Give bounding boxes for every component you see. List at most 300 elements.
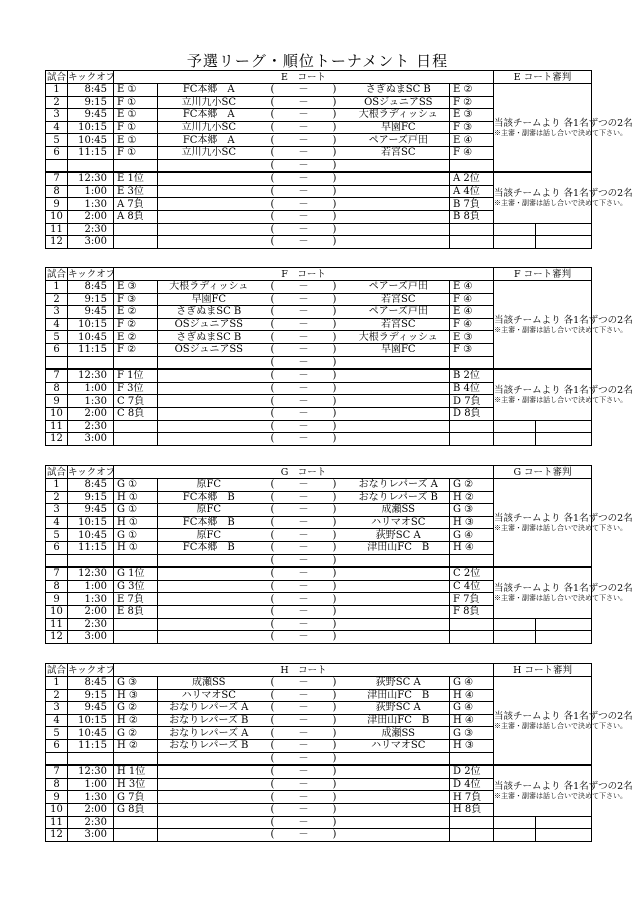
- match-number: 6: [46, 343, 68, 356]
- score-dash: －: [286, 318, 322, 331]
- match-number: 6: [46, 541, 68, 554]
- paren-open: (: [260, 739, 286, 752]
- paren-close: ): [322, 491, 348, 504]
- match-number: 3: [46, 306, 68, 319]
- home-team: おなりレパーズ A: [158, 702, 260, 715]
- home-team: 成瀬SS: [158, 677, 260, 690]
- score-dash: －: [286, 306, 322, 319]
- home-seed: A 8負: [114, 210, 158, 223]
- paren-close: ): [322, 739, 348, 752]
- away-team: [348, 407, 450, 420]
- paren-open: (: [260, 504, 286, 517]
- away-seed: C 2位: [450, 567, 494, 580]
- paren-open: (: [260, 146, 286, 159]
- table-row: [46, 369, 592, 382]
- match-number: 3: [46, 109, 68, 122]
- score-dash: －: [286, 121, 322, 134]
- match-number: 3: [46, 702, 68, 715]
- away-team: [348, 198, 450, 211]
- home-team: [158, 356, 260, 369]
- home-seed: H ①: [114, 491, 158, 504]
- kickoff-time: [68, 159, 114, 172]
- paren-close: ): [322, 382, 348, 395]
- match-number: 4: [46, 516, 68, 529]
- kickoff-time: 8:45: [68, 479, 114, 492]
- score-dash: －: [286, 420, 322, 433]
- referee-cell: [536, 829, 592, 842]
- score-dash: －: [286, 677, 322, 690]
- paren-open: (: [260, 198, 286, 211]
- paren-open: (: [260, 702, 286, 715]
- score-dash: －: [286, 185, 322, 198]
- kickoff-time: 9:15: [68, 293, 114, 306]
- kickoff-time: 10:15: [68, 714, 114, 727]
- paren-close: ): [322, 778, 348, 791]
- home-seed: E ②: [114, 306, 158, 319]
- paren-open: (: [260, 541, 286, 554]
- away-team: 早園FC: [348, 343, 450, 356]
- away-seed: A 2位: [450, 172, 494, 185]
- kickoff-time: [68, 554, 114, 567]
- kickoff-time: 10:45: [68, 727, 114, 740]
- paren-open: (: [260, 407, 286, 420]
- score-dash: －: [286, 134, 322, 147]
- home-seed: F ③: [114, 293, 158, 306]
- referee-title: H コート審判: [494, 664, 592, 677]
- match-header: 試合: [46, 664, 66, 676]
- score-dash: －: [286, 395, 322, 408]
- home-team: [158, 420, 260, 433]
- away-seed: E ④: [450, 281, 494, 294]
- match-number: 10: [46, 210, 68, 223]
- home-seed: H ③: [114, 689, 158, 702]
- paren-open: (: [260, 580, 286, 593]
- referee-note-text: ※主審・副審は話し合いで決めて下さい。: [494, 523, 627, 532]
- kickoff-time: 10:45: [68, 134, 114, 147]
- home-team: OSジュニアSS: [158, 318, 260, 331]
- home-seed: C 8負: [114, 407, 158, 420]
- home-team: [158, 567, 260, 580]
- away-seed: G ③: [450, 504, 494, 517]
- away-team: [348, 433, 450, 446]
- home-team: 大根ラディッシュ: [158, 281, 260, 294]
- score-dash: －: [286, 618, 322, 631]
- away-seed: H ④: [450, 714, 494, 727]
- referee-title: E コート審判: [494, 71, 592, 84]
- away-team: [348, 765, 450, 778]
- referee-cell: [536, 433, 592, 446]
- home-team: おなりレパーズ B: [158, 739, 260, 752]
- away-seed: C 4位: [450, 580, 494, 593]
- court-title: G コート: [114, 466, 494, 479]
- home-team: [158, 778, 260, 791]
- table-row: [46, 281, 592, 294]
- kickoff-time: 3:00: [68, 631, 114, 644]
- score-dash: －: [286, 541, 322, 554]
- table-row: [46, 84, 592, 97]
- home-team: [158, 433, 260, 446]
- away-team: [348, 567, 450, 580]
- match-number: 7: [46, 765, 68, 778]
- referee-main-text: 当該チームより 各1名ずつの2名: [494, 187, 633, 199]
- away-seed: F ④: [450, 146, 494, 159]
- home-seed: C 7負: [114, 395, 158, 408]
- home-team: [158, 752, 260, 765]
- paren-close: ): [322, 791, 348, 804]
- home-seed: F ①: [114, 121, 158, 134]
- referee-cell: [494, 223, 536, 236]
- schedule-table: [45, 465, 633, 644]
- paren-close: ): [322, 185, 348, 198]
- paren-close: ): [322, 223, 348, 236]
- referee-main-text: 当該チームより 各1名ずつの2名: [494, 512, 633, 524]
- score-dash: －: [286, 727, 322, 740]
- match-number: 8: [46, 580, 68, 593]
- score-dash: －: [286, 702, 322, 715]
- paren-close: ): [322, 369, 348, 382]
- paren-close: ): [322, 803, 348, 816]
- paren-close: ): [322, 516, 348, 529]
- score-dash: －: [286, 210, 322, 223]
- kickoff-time: 2:30: [68, 420, 114, 433]
- home-seed: H ①: [114, 516, 158, 529]
- home-seed: G ②: [114, 702, 158, 715]
- home-team: FC本郷 A: [158, 134, 260, 147]
- schedule-table: [45, 663, 633, 842]
- paren-open: (: [260, 306, 286, 319]
- score-dash: －: [286, 236, 322, 249]
- kickoff-time: 1:30: [68, 395, 114, 408]
- referee-note-cell: [494, 567, 633, 618]
- paren-close: ): [322, 331, 348, 344]
- away-team: [348, 210, 450, 223]
- kickoff-time: 9:15: [68, 96, 114, 109]
- home-seed: [114, 223, 158, 236]
- away-team: 成瀬SS: [348, 727, 450, 740]
- home-seed: E ②: [114, 331, 158, 344]
- home-team: 原FC: [158, 504, 260, 517]
- referee-cell: [494, 631, 536, 644]
- score-dash: －: [286, 407, 322, 420]
- court-schedule-block: [45, 70, 633, 249]
- home-seed: E 1位: [114, 172, 158, 185]
- referee-main-text: 当該チームより 各1名ずつの2名: [494, 117, 633, 129]
- referee-note-text: ※主審・副審は話し合いで決めて下さい。: [494, 128, 627, 137]
- match-number: 7: [46, 172, 68, 185]
- home-seed: E 3位: [114, 185, 158, 198]
- paren-close: ): [322, 714, 348, 727]
- home-team: [158, 198, 260, 211]
- referee-note-cell: [494, 84, 633, 173]
- paren-close: ): [322, 159, 348, 172]
- home-seed: E ①: [114, 109, 158, 122]
- match-number: 11: [46, 816, 68, 829]
- kickoff-time: 8:45: [68, 84, 114, 97]
- home-seed: H 1位: [114, 765, 158, 778]
- referee-cell: [536, 223, 592, 236]
- kickoff-time: 2:30: [68, 223, 114, 236]
- home-seed: F ①: [114, 146, 158, 159]
- referee-note-text: ※主審・副審は話し合いで決めて下さい。: [494, 593, 627, 602]
- away-team: ハリマオSC: [348, 516, 450, 529]
- paren-close: ): [322, 554, 348, 567]
- paren-close: ): [322, 210, 348, 223]
- away-team: 津田山FC B: [348, 689, 450, 702]
- home-seed: [114, 159, 158, 172]
- kickoff-time: 10:45: [68, 529, 114, 542]
- match-number: 5: [46, 331, 68, 344]
- paren-close: ): [322, 306, 348, 319]
- away-team: ペアーズ戸田: [348, 134, 450, 147]
- away-seed: G ③: [450, 727, 494, 740]
- kickoff-time: 12:30: [68, 765, 114, 778]
- kickoff-time: 11:15: [68, 739, 114, 752]
- score-dash: －: [286, 172, 322, 185]
- away-seed: E ③: [450, 331, 494, 344]
- away-team: [348, 395, 450, 408]
- paren-close: ): [322, 580, 348, 593]
- referee-note-cell: [494, 369, 633, 420]
- paren-open: (: [260, 516, 286, 529]
- away-team: [348, 816, 450, 829]
- match-number: 5: [46, 134, 68, 147]
- kickoff-time: 1:30: [68, 593, 114, 606]
- match-number: 9: [46, 593, 68, 606]
- paren-close: ): [322, 96, 348, 109]
- match-number: 10: [46, 407, 68, 420]
- away-seed: F ④: [450, 293, 494, 306]
- match-number: 1: [46, 84, 68, 97]
- match-number: 12: [46, 236, 68, 249]
- away-seed: G ④: [450, 702, 494, 715]
- away-seed: H 7負: [450, 791, 494, 804]
- home-team: OSジュニアSS: [158, 343, 260, 356]
- kickoff-time: 2:30: [68, 618, 114, 631]
- home-team: FC本郷 A: [158, 84, 260, 97]
- home-team: [158, 580, 260, 593]
- paren-close: ): [322, 765, 348, 778]
- away-team: 早園FC: [348, 121, 450, 134]
- home-team: 立川九小SC: [158, 146, 260, 159]
- score-dash: －: [286, 803, 322, 816]
- home-team: [158, 223, 260, 236]
- paren-open: (: [260, 677, 286, 690]
- paren-close: ): [322, 541, 348, 554]
- kickoff-time: 1:00: [68, 382, 114, 395]
- away-seed: D 4位: [450, 778, 494, 791]
- referee-note-cell: [494, 765, 633, 816]
- match-number: [46, 554, 68, 567]
- table-row: [46, 172, 592, 185]
- home-seed: G ②: [114, 727, 158, 740]
- home-seed: H 3位: [114, 778, 158, 791]
- home-seed: H ①: [114, 541, 158, 554]
- score-dash: －: [286, 567, 322, 580]
- away-team: 津田山FC B: [348, 541, 450, 554]
- score-dash: －: [286, 223, 322, 236]
- match-number: 5: [46, 529, 68, 542]
- paren-close: ): [322, 618, 348, 631]
- home-team: [158, 369, 260, 382]
- paren-close: ): [322, 281, 348, 294]
- score-dash: －: [286, 593, 322, 606]
- score-dash: －: [286, 343, 322, 356]
- match-number: 2: [46, 689, 68, 702]
- score-dash: －: [286, 146, 322, 159]
- court-schedule-block: [45, 465, 633, 644]
- home-seed: E ①: [114, 84, 158, 97]
- home-seed: F ②: [114, 343, 158, 356]
- paren-close: ): [322, 752, 348, 765]
- away-team: [348, 172, 450, 185]
- schedule-table: [45, 70, 633, 249]
- score-dash: －: [286, 631, 322, 644]
- home-seed: G ①: [114, 479, 158, 492]
- away-team: [348, 829, 450, 842]
- kickoff-time: 10:15: [68, 318, 114, 331]
- header-row: [46, 664, 592, 677]
- away-seed: F ④: [450, 318, 494, 331]
- away-team: [348, 631, 450, 644]
- away-team: [348, 356, 450, 369]
- paren-open: (: [260, 714, 286, 727]
- match-number: 9: [46, 791, 68, 804]
- match-number: 7: [46, 369, 68, 382]
- kickoff-time: 8:45: [68, 281, 114, 294]
- kickoff-time: 9:45: [68, 109, 114, 122]
- referee-cell: [494, 236, 536, 249]
- away-seed: [450, 631, 494, 644]
- home-team: [158, 554, 260, 567]
- away-seed: G ④: [450, 529, 494, 542]
- match-number: 4: [46, 121, 68, 134]
- kickoff-time: 2:30: [68, 816, 114, 829]
- court-title: H コート: [114, 664, 494, 677]
- paren-open: (: [260, 631, 286, 644]
- away-team: [348, 593, 450, 606]
- court-title: E コート: [114, 71, 494, 84]
- referee-cell: [536, 618, 592, 631]
- paren-close: ): [322, 146, 348, 159]
- paren-open: (: [260, 281, 286, 294]
- home-team: [158, 593, 260, 606]
- away-seed: B 7負: [450, 198, 494, 211]
- home-team: FC本郷 B: [158, 516, 260, 529]
- paren-open: (: [260, 765, 286, 778]
- paren-open: (: [260, 554, 286, 567]
- schedule-table: [45, 267, 633, 446]
- kickoff-time: 8:45: [68, 677, 114, 690]
- away-seed: [450, 159, 494, 172]
- match-number: [46, 752, 68, 765]
- score-dash: －: [286, 382, 322, 395]
- away-seed: E ④: [450, 306, 494, 319]
- referee-title: F コート審判: [494, 268, 592, 281]
- paren-close: ): [322, 702, 348, 715]
- paren-open: (: [260, 96, 286, 109]
- match-number: 4: [46, 714, 68, 727]
- score-dash: －: [286, 689, 322, 702]
- referee-main-text: 当該チームより 各1名ずつの2名: [494, 314, 633, 326]
- match-number: 1: [46, 281, 68, 294]
- away-seed: F 8負: [450, 605, 494, 618]
- paren-open: (: [260, 395, 286, 408]
- home-seed: [114, 236, 158, 249]
- home-team: [158, 765, 260, 778]
- away-team: 荻野SC A: [348, 677, 450, 690]
- header-row: [46, 71, 592, 84]
- home-seed: G 8負: [114, 803, 158, 816]
- score-dash: －: [286, 714, 322, 727]
- home-team: [158, 816, 260, 829]
- home-seed: E ③: [114, 281, 158, 294]
- paren-open: (: [260, 491, 286, 504]
- score-dash: －: [286, 516, 322, 529]
- away-team: [348, 605, 450, 618]
- away-seed: E ④: [450, 134, 494, 147]
- home-team: FC本郷 A: [158, 109, 260, 122]
- match-number: 12: [46, 433, 68, 446]
- match-number: 4: [46, 318, 68, 331]
- score-dash: －: [286, 816, 322, 829]
- paren-close: ): [322, 318, 348, 331]
- away-seed: [450, 829, 494, 842]
- referee-note-cell: [494, 281, 633, 370]
- score-dash: －: [286, 605, 322, 618]
- referee-note-text: ※主審・副審は話し合いで決めて下さい。: [494, 198, 627, 207]
- away-seed: E ③: [450, 109, 494, 122]
- score-dash: －: [286, 479, 322, 492]
- away-team: 成瀬SS: [348, 504, 450, 517]
- away-team: [348, 236, 450, 249]
- away-team: [348, 618, 450, 631]
- score-dash: －: [286, 433, 322, 446]
- kickoff-time: 2:00: [68, 407, 114, 420]
- paren-close: ): [322, 529, 348, 542]
- home-team: [158, 185, 260, 198]
- home-team: [158, 159, 260, 172]
- referee-note-text: ※主審・副審は話し合いで決めて下さい。: [494, 721, 628, 730]
- away-team: おなりレパーズ B: [348, 491, 450, 504]
- match-number: 12: [46, 829, 68, 842]
- kickoff-time: 9:15: [68, 689, 114, 702]
- match-number: [46, 159, 68, 172]
- referee-main-text: 当該チームより 各1名ずつの2名: [494, 710, 633, 722]
- away-team: 大根ラディッシュ: [348, 331, 450, 344]
- score-dash: －: [286, 84, 322, 97]
- referee-note-cell: [494, 479, 633, 568]
- referee-title: G コート審判: [494, 466, 592, 479]
- kickoff-header: キックオフ: [68, 664, 116, 676]
- away-seed: [450, 816, 494, 829]
- away-seed: E ②: [450, 84, 494, 97]
- paren-close: ): [322, 829, 348, 842]
- away-seed: A 4位: [450, 185, 494, 198]
- paren-close: ): [322, 433, 348, 446]
- paren-close: ): [322, 236, 348, 249]
- table-row: [46, 765, 592, 778]
- paren-open: (: [260, 343, 286, 356]
- home-seed: E 7負: [114, 593, 158, 606]
- paren-close: ): [322, 567, 348, 580]
- away-team: ペアーズ戸田: [348, 281, 450, 294]
- referee-cell: [536, 816, 592, 829]
- kickoff-time: 1:30: [68, 791, 114, 804]
- court-schedule-block: [45, 267, 633, 446]
- away-team: 若宮SC: [348, 146, 450, 159]
- match-header: 試合: [46, 71, 66, 83]
- away-seed: H ④: [450, 541, 494, 554]
